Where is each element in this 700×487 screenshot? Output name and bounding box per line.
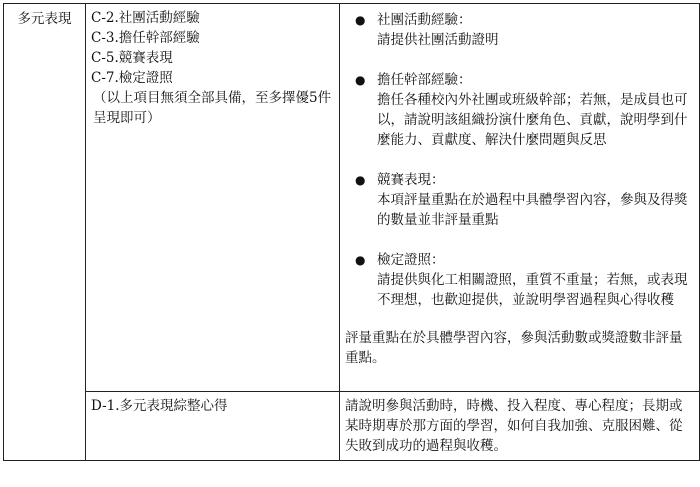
bullet-item-competition	[345, 170, 694, 230]
bullet-body: 本項評量重點在於過程中具體學習內容，參與及得獎的數量並非評量重點	[377, 192, 688, 228]
bullet-title: 社團活動經驗：	[377, 12, 472, 28]
document-table	[3, 3, 700, 461]
d1-description-cell	[340, 392, 700, 461]
bullet-title: 擔任幹部經驗：	[377, 72, 472, 88]
bullet-dot-icon: ●	[355, 73, 366, 87]
description-bullet-list	[345, 8, 694, 310]
table-row	[4, 392, 700, 461]
bullet-dot-icon: ●	[355, 253, 366, 267]
bullet-dot-icon: ●	[355, 13, 366, 27]
bullet-title: 競賽表現：	[377, 172, 445, 188]
d1-description: 請說明參與活動時，時機、投入程度、專心程度；長期或某時期專於那方面的學習，如何自我加強、克服困難、從失敗到成功的過程與收穫。	[345, 398, 683, 454]
category-cell	[4, 4, 86, 461]
item-d1-cell	[86, 392, 340, 461]
bullet-body: 擔任各種校內外社團或班級幹部；若無，是成員也可以，請說明該組織扮演什麼角色、貢獻，說明學到什麼能力、貢獻度、解決什麼問題與反思	[377, 92, 688, 148]
summary-text: 評量重點在於具體學習內容，參與活動數或獎證數非評量重點。	[345, 330, 683, 366]
bullet-dot-icon: ●	[355, 173, 366, 187]
category-label: 多元表現	[17, 11, 72, 27]
table-row	[4, 4, 700, 392]
item-c5: C-5.競賽表現	[91, 50, 173, 66]
bullet-body: 請提供與化工相關證照，重質不重量；若無，或表現不理想，也歡迎提供，並說明學習過程與心得收穫	[377, 272, 688, 308]
item-c3: C-3.擔任幹部經驗	[91, 30, 200, 46]
item-d1: D-1.多元表現綜整心得	[91, 398, 228, 414]
item-c2: C-2.社團活動經驗	[91, 10, 200, 26]
bullet-item-leader	[345, 70, 694, 150]
items-note: （以上項目無須全部具備，至多擇優5件呈現即可）	[93, 90, 332, 126]
bullet-body: 請提供社團活動證明	[377, 32, 499, 48]
bullet-item-club	[345, 10, 694, 50]
items-cell	[86, 4, 340, 392]
bullet-title: 檢定證照：	[377, 252, 445, 268]
description-cell	[340, 4, 700, 392]
bullet-item-certificate	[345, 250, 694, 310]
item-c7: C-7.檢定證照	[91, 70, 173, 86]
